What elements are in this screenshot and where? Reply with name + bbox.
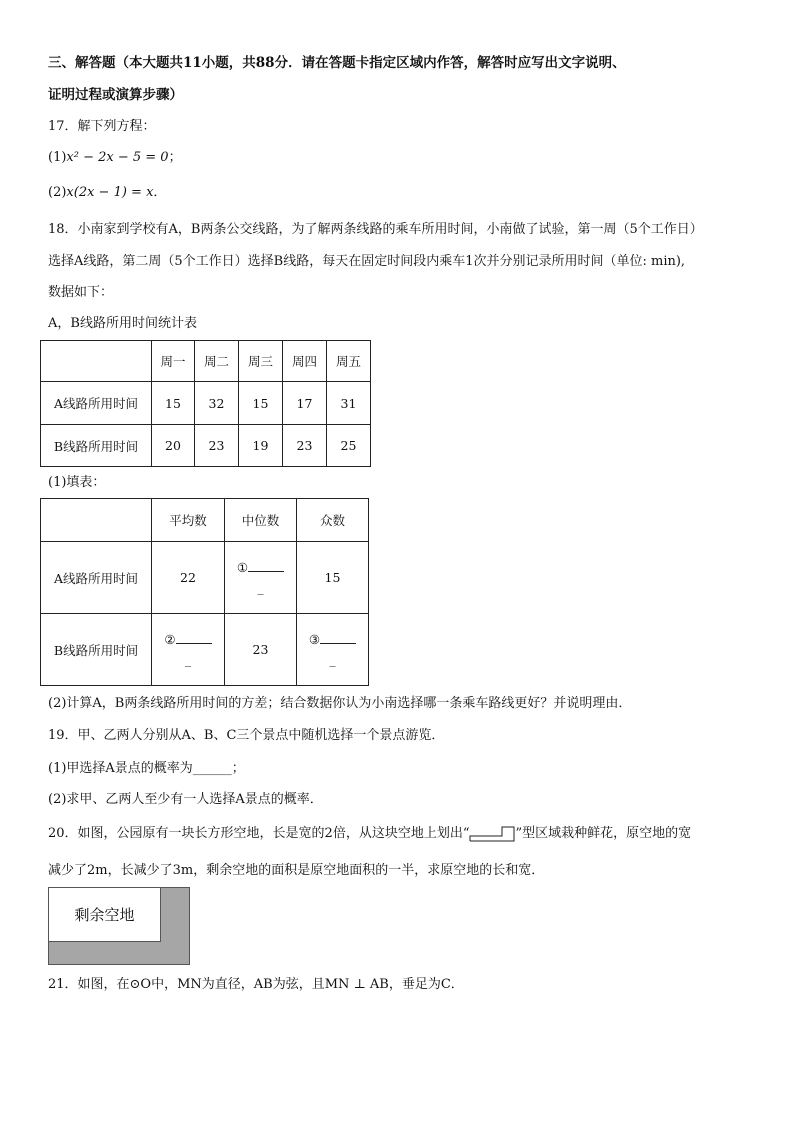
table-row xyxy=(41,382,371,425)
remaining-land-figure xyxy=(48,887,190,965)
table-cell: 25 xyxy=(327,425,371,467)
table-cell: B线路所用时间 xyxy=(41,425,152,467)
route-time-table xyxy=(40,340,371,467)
table-row xyxy=(41,425,371,467)
table-cell: 15 xyxy=(297,542,369,614)
table-cell: 15 xyxy=(239,382,283,425)
section-heading-line-2: 证明过程或演算步骤） xyxy=(48,87,183,103)
q18-line-3: 数据如下： xyxy=(48,285,114,300)
table-cell: 23 xyxy=(283,425,327,467)
q18-table-caption: A，B线路所用时间统计表 xyxy=(48,316,197,331)
answer-blank-cell xyxy=(152,614,225,686)
q20-line-1-start: 20．如图，公园原有一块长方形空地，长是宽的2倍，从这块空地上划出“ xyxy=(48,826,470,841)
q17-part-1 xyxy=(48,149,182,167)
q18-part-2: (2)计算A，B两条线路所用时间的方差；结合数据你认为小南选择哪一条乘车路线更好？并说明理由． xyxy=(48,696,632,711)
q20-line-2: 减少了2m，长减少了3m，剩余空地的面积是原空地面积的一半，求原空地的长和宽． xyxy=(48,863,545,878)
table-cell: 20 xyxy=(152,425,195,467)
table-header-cell: 众数 xyxy=(297,499,369,542)
blank-marker: ① xyxy=(236,559,249,575)
table-cell: 19 xyxy=(239,425,283,467)
table-cell: 17 xyxy=(283,382,327,425)
q20-line-1-end: ”型区域栽种鲜花，原空地的宽 xyxy=(515,826,692,841)
q21-line-1: 21．如图，在⊙O中，MN为直径，AB为弦，且MN ⊥ AB，垂足为C． xyxy=(48,977,464,992)
q17-part-2-equation: x(2x − 1) = x xyxy=(66,185,154,200)
q17-part-1-equation: x² − 2x − 5 = 0 xyxy=(66,150,169,165)
q17-part-2-prefix: (2) xyxy=(48,185,67,200)
table-cell: 15 xyxy=(152,382,195,425)
table-header-cell: 周一 xyxy=(152,341,195,382)
q17-part-1-prefix: (1) xyxy=(48,150,67,165)
blank-tail: _ xyxy=(329,651,336,667)
table-header-cell: 平均数 xyxy=(152,499,225,542)
q20-line-1 xyxy=(48,825,691,843)
blank-marker: ③ xyxy=(308,631,321,647)
q18-line-2: 选择A线路，第二周（5个工作日）选择B线路，每天在固定时间段内乘车1次并分别记录所用时间（单位: min), xyxy=(48,254,686,269)
table-header-cell xyxy=(41,341,152,382)
table-cell: B线路所用时间 xyxy=(41,614,152,686)
table-header-cell xyxy=(41,499,152,542)
table-cell: 32 xyxy=(195,382,239,425)
answer-blank-line xyxy=(176,631,212,644)
table-cell: 31 xyxy=(327,382,371,425)
answer-blank-line xyxy=(320,631,356,644)
table-row xyxy=(41,614,369,686)
table-cell: A线路所用时间 xyxy=(41,542,152,614)
table-cell: 22 xyxy=(152,542,225,614)
table-cell: 23 xyxy=(225,614,297,686)
table-header-cell: 周二 xyxy=(195,341,239,382)
statistics-header-row xyxy=(41,499,369,542)
table-row xyxy=(41,542,369,614)
q19-part-2: (2)求甲、乙两人至少有一人选择A景点的概率． xyxy=(48,792,323,807)
blank-tail: _ xyxy=(257,579,264,595)
route-time-header-row xyxy=(41,341,371,382)
blank-marker: ② xyxy=(164,631,176,647)
table-cell: A线路所用时间 xyxy=(41,382,152,425)
l-shape-icon xyxy=(469,826,515,842)
q18-line-1: 18．小南家到学校有A，B两条公交线路，为了解两条线路的乘车所用时间，小南做了试验，第一周（5个工作日） xyxy=(48,222,703,237)
answer-blank-line xyxy=(248,559,284,572)
q18-part-1-label: (1)填表： xyxy=(48,475,106,490)
statistics-fill-table xyxy=(40,498,369,686)
q19-part-1: (1)甲选择A景点的概率为______； xyxy=(48,761,245,776)
q17-part-1-suffix: ； xyxy=(168,150,182,165)
q17-title: 17．解下列方程： xyxy=(48,119,156,134)
table-header-cell: 周五 xyxy=(327,341,371,382)
table-cell: 23 xyxy=(195,425,239,467)
blank-tail: _ xyxy=(184,651,192,667)
remaining-land-label: 剩余空地 xyxy=(49,888,161,942)
q19-title: 19．甲、乙两人分别从A、B、C三个景点中随机选择一个景点游览． xyxy=(48,728,445,743)
answer-blank-cell xyxy=(225,542,297,614)
answer-blank-cell xyxy=(297,614,369,686)
section-heading-line-1: 三、解答题（本大题共11小题，共88分．请在答题卡指定区域内作答，解答时应写出文字说明、 xyxy=(48,55,626,71)
table-header-cell: 周三 xyxy=(239,341,283,382)
q17-part-2 xyxy=(48,184,166,202)
table-header-cell: 周四 xyxy=(283,341,327,382)
q17-part-2-suffix: ． xyxy=(153,185,167,200)
table-header-cell: 中位数 xyxy=(225,499,297,542)
